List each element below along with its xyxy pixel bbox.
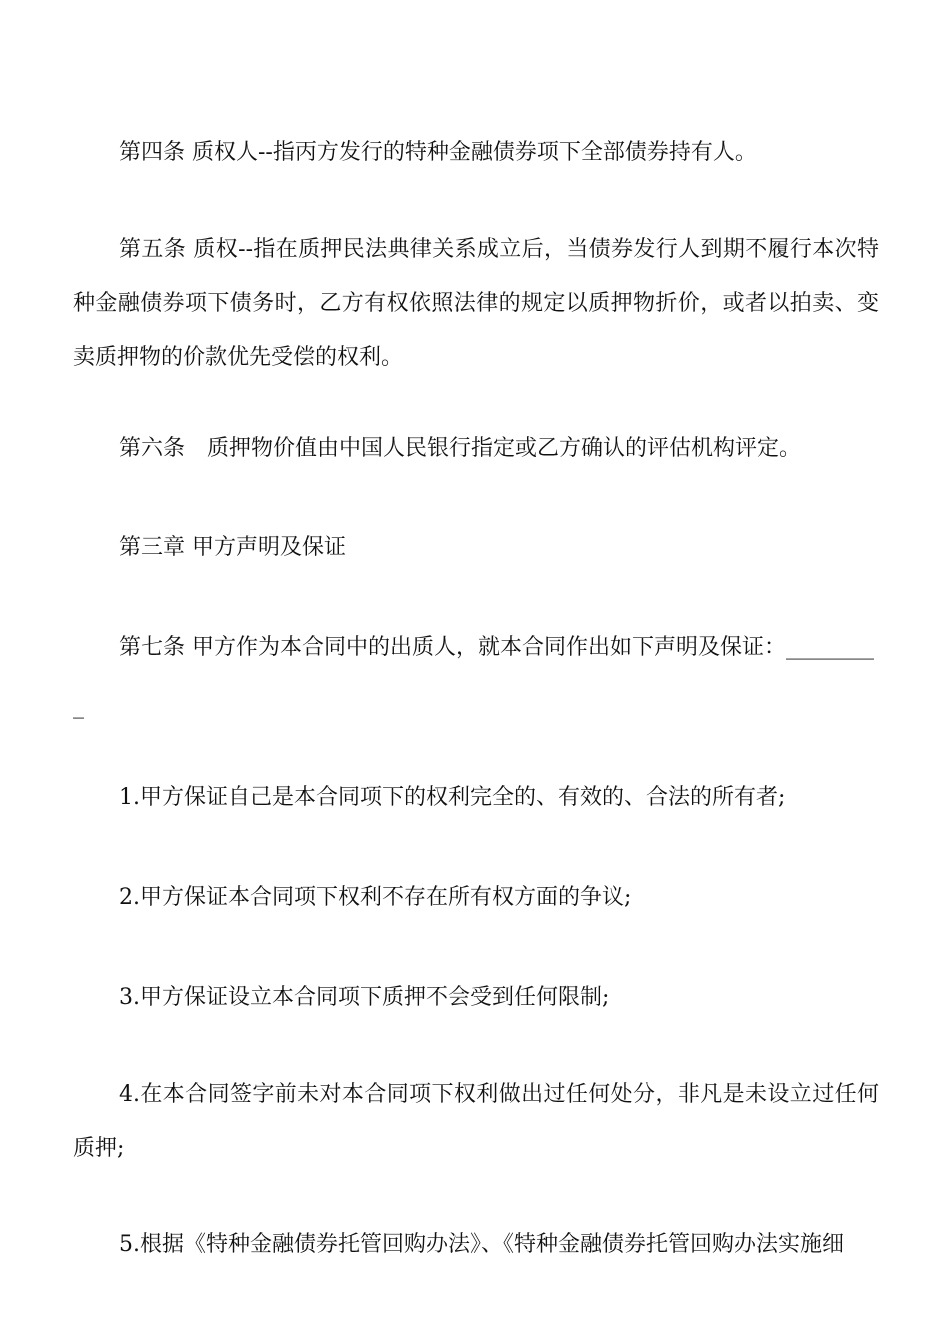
article-4-paragraph: 第四条 质权人--指丙方发行的特种金融债券项下全部债券持有人。 [119,140,757,165]
list-item-4: 4.在本合同签字前未对本合同项下权利做出过任何处分，非凡是未设立过任何质押; [73,1082,879,1161]
article-5-paragraph: 第五条 质权--指在质押民法典律关系成立后，当债券发行人到期不履行本次特种金融债券项下债务时，乙方有权依照法律的规定以质押物折价，或者以拍卖、变卖质押物的价款优先受偿的权利。 [73,237,879,370]
list-item-3: 3.甲方保证设立本合同项下质押不会受到任何限制; [119,985,610,1010]
underline-continuation: _ [73,694,84,719]
article-7-paragraph: 第七条 甲方作为本合同中的出质人，就本合同作出如下声明及保证：________ [119,635,874,660]
list-item-5: 5.根据《特种金融债券托管回购办法》、《特种金融债券托管回购办法实施细 [119,1232,844,1257]
list-item-2: 2.甲方保证本合同项下权利不存在所有权方面的争议; [119,885,632,910]
article-6-paragraph: 第六条 质押物价值由中国人民银行指定或乙方确认的评估机构评定。 [119,436,802,461]
chapter-3-heading: 第三章 甲方声明及保证 [119,535,346,560]
list-item-1: 1.甲方保证自己是本合同项下的权利完全的、有效的、合法的所有者; [119,785,786,810]
